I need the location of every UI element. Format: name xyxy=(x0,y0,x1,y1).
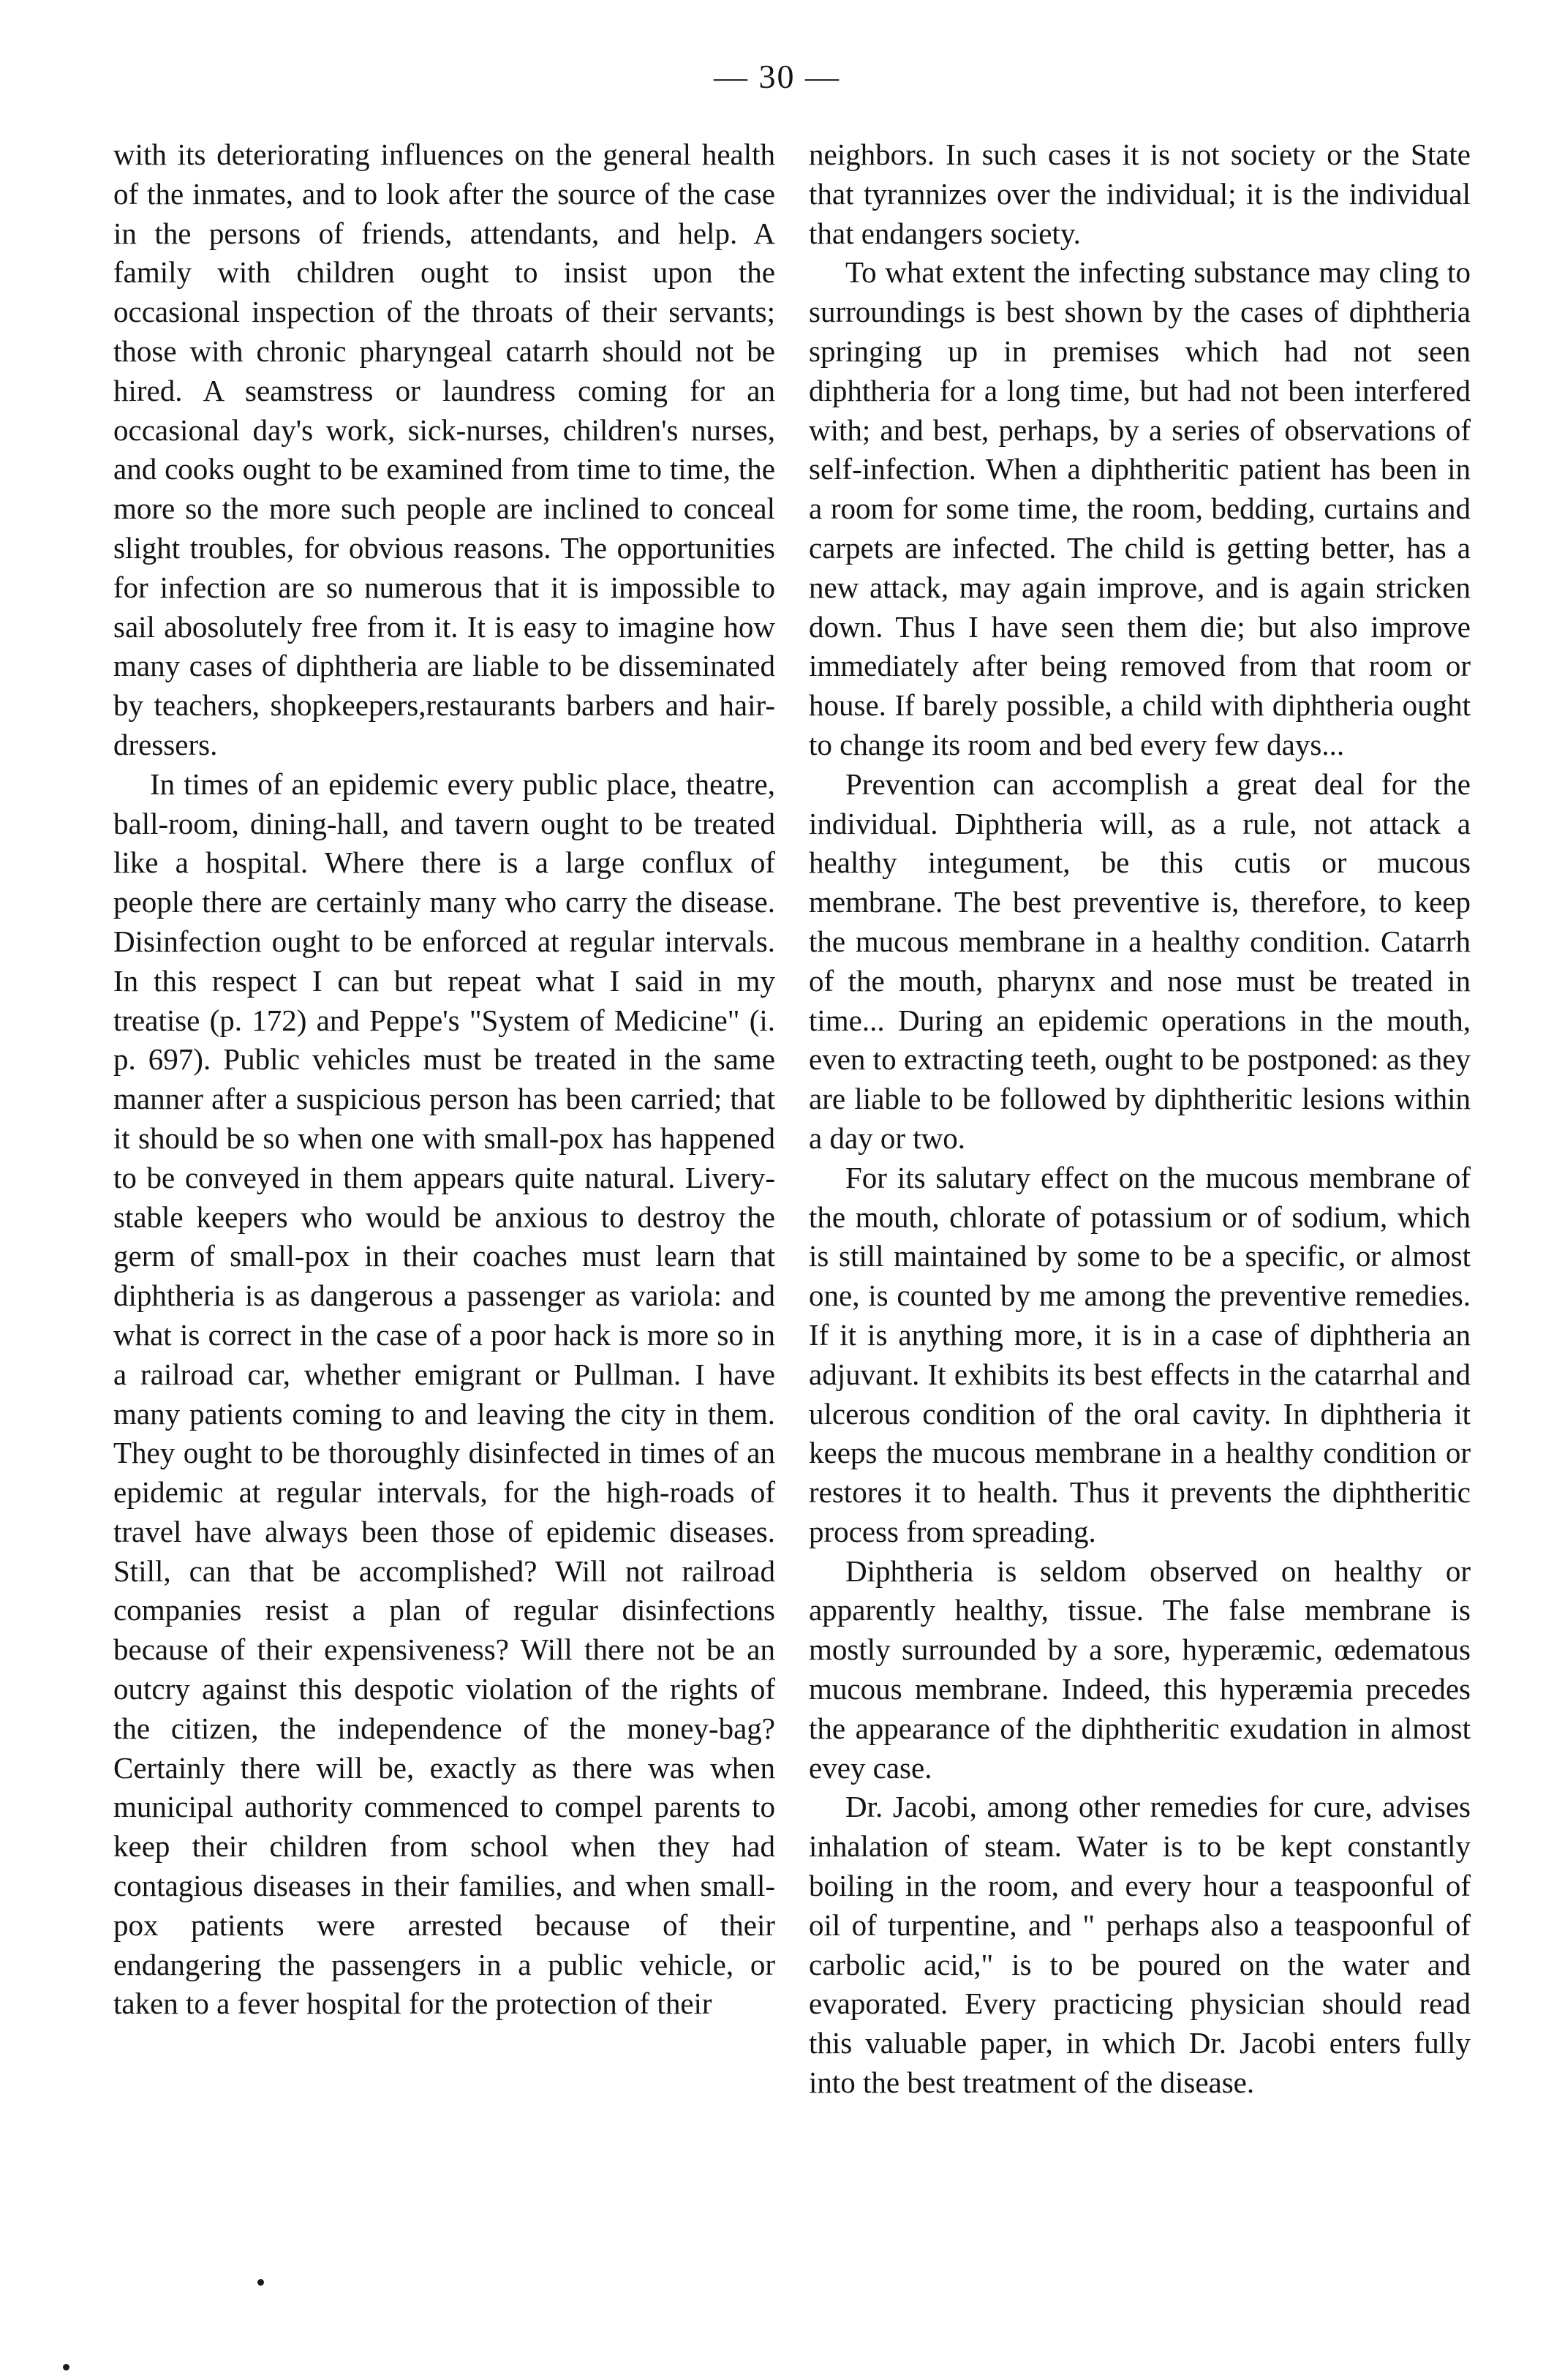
paragraph: For its salutary effect on the mucous membrane of the mouth, chlorate of potassium or of sodium, which is still maintained by some to be a specific, or almost one, is counted by me among the preventive remedies. If it is anything more, it is in a case of diphtheria an adjuvant. It exhibits its best effects in the catarrhal and ulcerous condition of the oral cavity. In diphtheria it keeps the mucous membrane in a healthy condition or restores it to health. Thus it prevents the diphtheritic process from spreading. xyxy=(809,1160,1471,1548)
left-column xyxy=(113,135,775,2024)
paragraph: with its deteriorating influences on the general health of the inmates, and to look after the source of the case in the persons of friends, attendants, and help. A family with children ought to insist upon the occasional inspection of the throats of their servants; those with chronic pharyngeal catarrh should not be hired. A seamstress or laundress coming for an occasional day's work, sick-nurses, children's nurses, and cooks ought to be examined from time to time, the more so the more such people are inclined to conceal slight troubles, for obvious reasons. The opportunities for infection are so numerous that it is impossible to sail abosolutely free from it. It is easy to imagine how many cases of diphtheria are liable to be disseminated by teachers, shopkeepers,restaurants barbers and hair-dressers. xyxy=(113,138,775,761)
paragraph: In times of an epidemic every public place, theatre, ball-room, dining-hall, and tavern ought to be treated like a hospital. Where there is a large conflux of people there are certainly many who carry the disease. Disinfection ought to be enforced at regular intervals. In this respect I can but repeat what I said in my treatise (p. 172) and Peppe's "System of Medicine" (i. p. 697). Public vehicles must be treated in the same manner after a suspicious person has been carried; that it should be so when one with small-pox has happened to be conveyed in them appears quite natural. Livery-stable keepers who would be anxious to destroy the germ of small-pox in their coaches must learn that diphtheria is as dangerous a passenger as variola: and what is correct in the case of a poor hack is more so in a railroad car, whether emigrant or Pullman. I have many patients coming to and leaving the city in them. They ought to be thoroughly disinfected in times of an epidemic at regular intervals, for the high-roads of travel have always been those of epidemic diseases. Still, can that be accomplished? Will not railroad companies resist a plan of regular disinfections because of their expensiveness? Will there not be an outcry against this despotic violation of the rights of the citizen, the independence of the money-bag? Certainly there will be, exactly as there was when municipal authority commenced to compel parents to keep their children from school when they had contagious diseases in their families, and when small-pox patients were arrested because of their endangering the passengers in a public vehicle, or taken to a fever hospital for the protection of their xyxy=(113,767,775,2021)
right-column xyxy=(809,135,1471,2103)
ink-speck xyxy=(257,2279,264,2286)
paragraph: neighbors. In such cases it is not society or the State that tyrannizes over the individual; it is the individual that endangers society. xyxy=(809,138,1471,250)
ink-speck xyxy=(63,2364,69,2370)
paragraph: To what extent the infecting substance may cling to surroundings is best shown by the cases of diphtheria springing up in premises which had not seen diphtheria for a long time, but had not been interfered with; and best, perhaps, by a series of observations of self-infection. When a diphtheritic patient has been in a room for some time, the room, bedding, curtains and carpets are infected. The child is getting better, has a new attack, may again improve, and is again stricken down. Thus I have seen them die; but also improve immediately after being removed from that room or house. If barely possible, a child with diphtheria ought to change its room and bed every few days... xyxy=(809,255,1471,761)
page-number: — 30 — xyxy=(714,58,840,95)
paragraph: Prevention can accomplish a great deal for the individual. Diphtheria will, as a rule, not attack a healthy integument, be this cutis or mucous membrane. The best preventive is, therefore, to keep the mucous membrane in a healthy condition. Catarrh of the mouth, pharynx and nose must be treated in time... During an epidemic operations in the mouth, even to extracting teeth, ought to be postponed: as they are liable to be followed by diphtheritic lesions within a day or two. xyxy=(809,767,1471,1155)
paragraph: Diphtheria is seldom observed on healthy or apparently healthy, tissue. The false membrane is mostly surrounded by a sore, hyperæmic, œdematous mucous membrane. Indeed, this hyperæmia precedes the appearance of the diphtheritic exudation in almost evey case. xyxy=(809,1554,1471,1785)
paragraph: Dr. Jacobi, among other remedies for cure, advises inhalation of steam. Water is to be kept constantly boiling in the room, and every hour a teaspoonful of oil of turpentine, and " perhaps also a teaspoonful of carbolic acid," is to be poured on the water and evaporated. Every practicing physician should read this valuable paper, in which Dr. Jacobi enters fully into the best treatment of the disease. xyxy=(809,1790,1471,2100)
